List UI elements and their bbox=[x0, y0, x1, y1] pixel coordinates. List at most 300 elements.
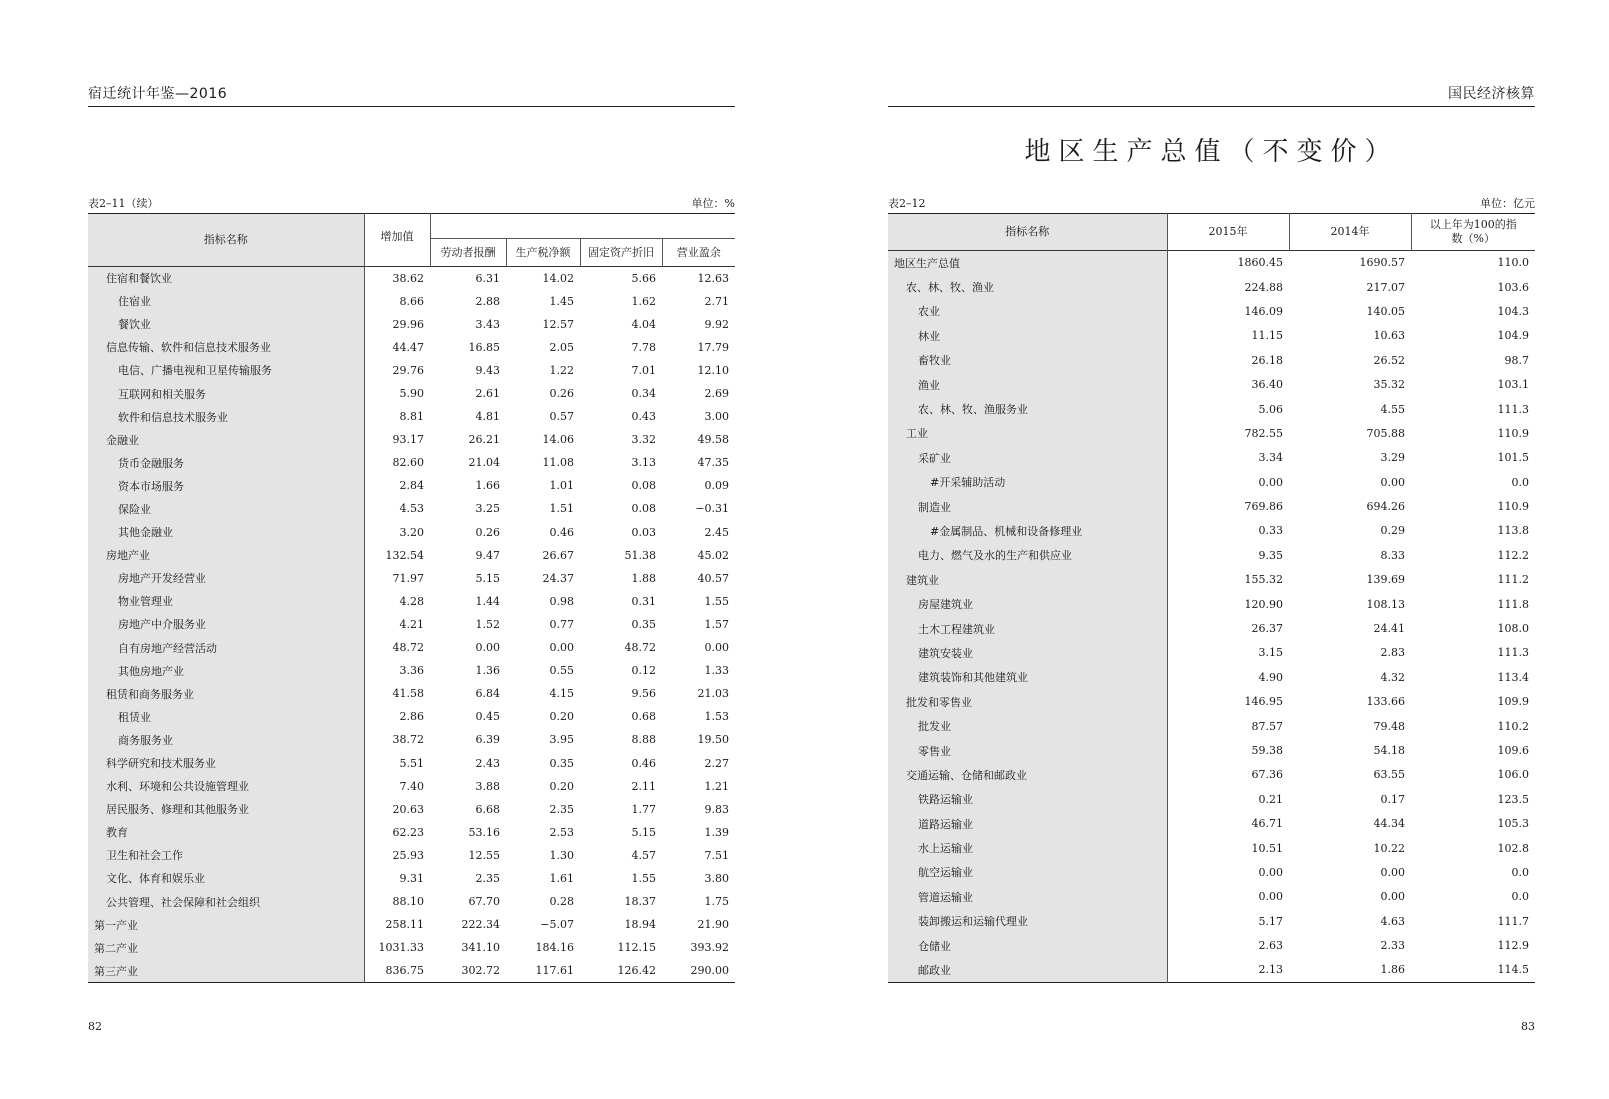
table-row bbox=[88, 959, 735, 982]
cell-value: 35.32 bbox=[1373, 378, 1405, 392]
cell-value: 0.45 bbox=[475, 710, 500, 724]
row-label: 物业管理业 bbox=[88, 590, 364, 613]
cell-value: 140.05 bbox=[1366, 304, 1405, 318]
cell-value: 18.94 bbox=[624, 918, 656, 932]
cell-value: 2.43 bbox=[475, 756, 500, 770]
cell-value: 0.26 bbox=[475, 525, 500, 539]
cell-value: 108.13 bbox=[1366, 597, 1405, 611]
row-label: 道路运输业 bbox=[888, 811, 1167, 835]
table-row bbox=[88, 336, 735, 359]
cell-value: 1.57 bbox=[704, 617, 729, 631]
cell-value: 109.9 bbox=[1497, 695, 1529, 709]
cell-value: 7.51 bbox=[704, 848, 729, 862]
row-label: 电力、燃气及水的生产和供应业 bbox=[888, 543, 1167, 567]
cell-value: 109.6 bbox=[1497, 744, 1529, 757]
cell-value: 38.62 bbox=[392, 271, 424, 285]
row-label: 农业 bbox=[888, 299, 1167, 323]
cell-value: 5.17 bbox=[1258, 914, 1283, 928]
cell-value: 302.72 bbox=[461, 964, 500, 978]
table-row bbox=[88, 313, 735, 336]
cell-value: 47.35 bbox=[697, 456, 729, 470]
cell-value: 20.63 bbox=[392, 802, 424, 816]
cell-value: 36.40 bbox=[1251, 378, 1283, 392]
cell-value: 112.15 bbox=[617, 941, 656, 955]
table-row bbox=[888, 763, 1535, 787]
table-row bbox=[88, 751, 735, 774]
row-label: 邮政业 bbox=[888, 958, 1167, 982]
cell-value: 0.35 bbox=[549, 756, 574, 770]
table-row bbox=[888, 958, 1535, 982]
cell-value: 0.00 bbox=[549, 641, 574, 655]
cell-value: 224.88 bbox=[1244, 280, 1283, 294]
cell-value: 79.48 bbox=[1373, 719, 1405, 733]
cell-value: 3.32 bbox=[631, 433, 656, 447]
cell-value: 48.72 bbox=[624, 641, 656, 655]
row-label: 第一产业 bbox=[88, 913, 364, 936]
row-label: 互联网和相关服务 bbox=[88, 382, 364, 405]
cell-value: 0.46 bbox=[549, 525, 574, 539]
cell-value: 26.67 bbox=[542, 548, 574, 562]
cell-value: 9.47 bbox=[475, 548, 500, 562]
table-row bbox=[888, 836, 1535, 860]
cell-value: 769.86 bbox=[1244, 500, 1283, 514]
cell-value: 5.06 bbox=[1258, 402, 1283, 416]
cell-value: 9.31 bbox=[399, 871, 424, 885]
cell-value: 2.83 bbox=[1380, 646, 1405, 660]
cell-value: 2.71 bbox=[704, 294, 729, 308]
cell-value: 5.66 bbox=[631, 271, 656, 285]
table-caption-right bbox=[888, 196, 1535, 212]
table-row bbox=[88, 590, 735, 613]
table-row bbox=[88, 890, 735, 913]
table-row bbox=[88, 821, 735, 844]
cell-value: 2.53 bbox=[549, 825, 574, 839]
table-row bbox=[888, 641, 1535, 665]
cell-value: 4.15 bbox=[549, 687, 574, 701]
cell-value: 45.02 bbox=[697, 548, 729, 562]
cell-value: 9.35 bbox=[1258, 548, 1283, 562]
cell-value: 104.9 bbox=[1497, 329, 1529, 343]
cell-value: 112.9 bbox=[1497, 939, 1529, 953]
cell-value: 11.15 bbox=[1251, 329, 1283, 343]
cell-value: 4.53 bbox=[399, 502, 424, 516]
cell-value: 1.53 bbox=[704, 710, 729, 724]
cell-value: 82.60 bbox=[392, 456, 424, 470]
cell-value: 98.7 bbox=[1504, 353, 1529, 367]
cell-value: 0.57 bbox=[549, 410, 574, 424]
row-label: 建筑安装业 bbox=[888, 641, 1167, 665]
cell-value: 1.36 bbox=[475, 664, 500, 678]
cell-value: 290.00 bbox=[690, 964, 729, 978]
table-row bbox=[888, 690, 1535, 714]
table-row bbox=[88, 867, 735, 890]
cell-value: 111.7 bbox=[1497, 914, 1529, 928]
cell-value: 0.08 bbox=[631, 479, 656, 493]
table-row bbox=[888, 592, 1535, 616]
row-label: 批发和零售业 bbox=[888, 690, 1167, 714]
table-row bbox=[88, 705, 735, 728]
cell-value: 11.08 bbox=[542, 456, 574, 470]
cell-value: 5.90 bbox=[399, 387, 424, 401]
cell-value: 104.3 bbox=[1497, 304, 1529, 318]
cell-value: 1.75 bbox=[704, 895, 729, 909]
cell-value: 14.02 bbox=[542, 271, 574, 285]
table-row bbox=[888, 275, 1535, 299]
header-col: 2015年 bbox=[1167, 214, 1289, 251]
table-row bbox=[888, 421, 1535, 445]
row-label: 建筑装饰和其他建筑业 bbox=[888, 665, 1167, 689]
cell-value: 12.63 bbox=[697, 271, 729, 285]
cell-value: 3.00 bbox=[704, 410, 729, 424]
cell-value: 2.13 bbox=[1258, 963, 1283, 977]
cell-value: 0.98 bbox=[549, 594, 574, 608]
cell-value: 5.15 bbox=[631, 825, 656, 839]
table-row bbox=[88, 775, 735, 798]
row-label: 土木工程建筑业 bbox=[888, 616, 1167, 640]
cell-value: 108.0 bbox=[1497, 622, 1529, 636]
cell-value: 4.90 bbox=[1258, 670, 1283, 684]
row-label: 房地产中介服务业 bbox=[88, 613, 364, 636]
cell-value: 2.86 bbox=[399, 710, 424, 724]
cell-value: 146.09 bbox=[1244, 304, 1283, 318]
cell-value: 4.57 bbox=[631, 848, 656, 862]
row-label: 餐饮业 bbox=[88, 313, 364, 336]
cell-value: 0.00 bbox=[1258, 865, 1283, 879]
table-row bbox=[88, 521, 735, 544]
cell-value: 110.0 bbox=[1497, 256, 1529, 270]
cell-value: 1.77 bbox=[631, 802, 656, 816]
cell-value: 4.28 bbox=[399, 594, 424, 608]
table-unit: 单位：亿元 bbox=[1480, 197, 1535, 210]
row-label: 水上运输业 bbox=[888, 836, 1167, 860]
cell-value: 105.3 bbox=[1497, 817, 1529, 831]
cell-value: 111.3 bbox=[1497, 646, 1529, 660]
table-row bbox=[888, 470, 1535, 494]
cell-value: 4.55 bbox=[1380, 402, 1405, 416]
cell-value: 0.00 bbox=[1258, 475, 1283, 489]
header-subgroup bbox=[430, 214, 735, 239]
cell-value: 4.63 bbox=[1380, 914, 1405, 928]
cell-value: 9.56 bbox=[631, 687, 656, 701]
table-row bbox=[888, 616, 1535, 640]
cell-value: 59.38 bbox=[1251, 744, 1283, 757]
table-row bbox=[888, 251, 1535, 275]
cell-value: 51.38 bbox=[624, 548, 656, 562]
cell-value: 0.03 bbox=[631, 525, 656, 539]
cell-value: 0.26 bbox=[549, 387, 574, 401]
cell-value: 1.22 bbox=[549, 363, 574, 377]
cell-value: 10.22 bbox=[1373, 841, 1405, 855]
header-col: 固定资产折旧 bbox=[580, 239, 662, 267]
cell-value: 1.55 bbox=[631, 871, 656, 885]
row-label: 其他金融业 bbox=[88, 521, 364, 544]
row-label: 公共管理、社会保障和社会组织 bbox=[88, 890, 364, 913]
cell-value: 836.75 bbox=[385, 964, 424, 978]
table-row bbox=[888, 738, 1535, 762]
table-body bbox=[88, 267, 735, 983]
cell-value: 26.18 bbox=[1251, 353, 1283, 367]
table-row bbox=[888, 324, 1535, 348]
cell-value: 0.34 bbox=[631, 387, 656, 401]
cell-value: 3.25 bbox=[475, 502, 500, 516]
cell-value: 103.1 bbox=[1497, 378, 1529, 392]
cell-value: 29.76 bbox=[392, 363, 424, 377]
cell-value: 0.28 bbox=[549, 895, 574, 909]
cell-value: 0.35 bbox=[631, 617, 656, 631]
cell-value: −0.31 bbox=[695, 502, 729, 516]
page-title: 地区生产总值（不变价） bbox=[1024, 137, 1399, 167]
table-row bbox=[888, 494, 1535, 518]
cell-value: 19.50 bbox=[697, 733, 729, 747]
row-label: 林业 bbox=[888, 324, 1167, 348]
cell-value: 6.68 bbox=[475, 802, 500, 816]
cell-value: 10.51 bbox=[1251, 841, 1283, 855]
row-label: 交通运输、仓储和邮政业 bbox=[888, 763, 1167, 787]
cell-value: 54.18 bbox=[1373, 744, 1405, 757]
cell-value: 1.61 bbox=[549, 871, 574, 885]
header-col: 营业盈余 bbox=[662, 239, 735, 267]
cell-value: 1.01 bbox=[549, 479, 574, 493]
cell-value: 18.37 bbox=[624, 895, 656, 909]
row-label: 第三产业 bbox=[88, 959, 364, 982]
cell-value: 9.43 bbox=[475, 363, 500, 377]
row-label: #开采辅助活动 bbox=[888, 470, 1167, 494]
table-row bbox=[888, 348, 1535, 372]
cell-value: 155.32 bbox=[1244, 573, 1283, 587]
row-label: 房屋建筑业 bbox=[888, 592, 1167, 616]
cell-value: 5.15 bbox=[475, 571, 500, 585]
cell-value: 0.00 bbox=[1380, 865, 1405, 879]
cell-value: 14.06 bbox=[542, 433, 574, 447]
row-label: 房地产业 bbox=[88, 544, 364, 567]
cell-value: 0.0 bbox=[1511, 865, 1529, 879]
table-row bbox=[88, 913, 735, 936]
cell-value: 126.42 bbox=[617, 964, 656, 978]
table-row bbox=[88, 682, 735, 705]
row-label: 农、林、牧、渔业 bbox=[888, 275, 1167, 299]
cell-value: 0.20 bbox=[549, 710, 574, 724]
table-row bbox=[88, 359, 735, 382]
cell-value: 112.2 bbox=[1497, 548, 1529, 562]
cell-value: 3.34 bbox=[1258, 451, 1283, 465]
row-label: 渔业 bbox=[888, 372, 1167, 396]
cell-value: 2.45 bbox=[704, 525, 729, 539]
cell-value: 120.90 bbox=[1244, 597, 1283, 611]
cell-value: 9.92 bbox=[704, 317, 729, 331]
cell-value: 2.88 bbox=[475, 294, 500, 308]
cell-value: 12.55 bbox=[468, 848, 500, 862]
cell-value: 71.97 bbox=[392, 571, 424, 585]
cell-value: 3.88 bbox=[475, 779, 500, 793]
cell-value: 2.84 bbox=[399, 479, 424, 493]
row-label: 制造业 bbox=[888, 494, 1167, 518]
cell-value: 53.16 bbox=[468, 825, 500, 839]
cell-value: 1.44 bbox=[475, 594, 500, 608]
cell-value: 0.17 bbox=[1380, 792, 1405, 806]
cell-value: 0.43 bbox=[631, 410, 656, 424]
table-row bbox=[888, 909, 1535, 933]
cell-value: 2.05 bbox=[549, 340, 574, 354]
row-label: #金属制品、机械和设备修理业 bbox=[888, 519, 1167, 543]
cell-value: 3.13 bbox=[631, 456, 656, 470]
table-row bbox=[888, 787, 1535, 811]
cell-value: 1860.45 bbox=[1237, 256, 1283, 270]
gdp-constant-price-table bbox=[888, 213, 1535, 983]
row-label: 软件和信息技术服务业 bbox=[88, 405, 364, 428]
cell-value: 0.29 bbox=[1380, 524, 1405, 538]
cell-value: 44.47 bbox=[392, 340, 424, 354]
cell-value: 3.29 bbox=[1380, 451, 1405, 465]
cell-value: 12.57 bbox=[542, 317, 574, 331]
table-row bbox=[88, 428, 735, 451]
cell-value: 24.41 bbox=[1373, 622, 1405, 636]
cell-value: 0.21 bbox=[1258, 792, 1283, 806]
cell-value: 16.85 bbox=[468, 340, 500, 354]
cell-value: 49.58 bbox=[697, 433, 729, 447]
table-row bbox=[888, 397, 1535, 421]
table-row bbox=[88, 497, 735, 520]
row-label: 农、林、牧、渔服务业 bbox=[888, 397, 1167, 421]
cell-value: 0.08 bbox=[631, 502, 656, 516]
table-row bbox=[888, 885, 1535, 909]
cell-value: 26.37 bbox=[1251, 622, 1283, 636]
cell-value: 113.4 bbox=[1497, 670, 1529, 684]
table-row bbox=[888, 933, 1535, 957]
cell-value: 9.83 bbox=[704, 802, 729, 816]
cell-value: 1.33 bbox=[704, 664, 729, 678]
cell-value: 1.52 bbox=[475, 617, 500, 631]
cell-value: 1.55 bbox=[704, 594, 729, 608]
cell-value: 2.69 bbox=[704, 387, 729, 401]
cell-value: 222.34 bbox=[461, 918, 500, 932]
table-row bbox=[88, 405, 735, 428]
row-label: 畜牧业 bbox=[888, 348, 1167, 372]
cell-value: 1.51 bbox=[549, 502, 574, 516]
table-row bbox=[88, 382, 735, 405]
cell-value: 62.23 bbox=[392, 825, 424, 839]
cell-value: 8.88 bbox=[631, 733, 656, 747]
table-number: 表2–12 bbox=[888, 197, 926, 210]
row-label: 教育 bbox=[88, 821, 364, 844]
cell-value: 21.90 bbox=[697, 918, 729, 932]
gdp-income-table bbox=[88, 213, 735, 983]
cell-value: 41.58 bbox=[392, 687, 424, 701]
row-label: 零售业 bbox=[888, 738, 1167, 762]
cell-value: 6.84 bbox=[475, 687, 500, 701]
cell-value: 5.51 bbox=[399, 756, 424, 770]
row-label: 住宿业 bbox=[88, 290, 364, 313]
header-col: 2014年 bbox=[1289, 214, 1411, 251]
cell-value: 2.35 bbox=[475, 871, 500, 885]
cell-value: 0.00 bbox=[475, 641, 500, 655]
row-label: 批发业 bbox=[888, 714, 1167, 738]
cell-value: 110.2 bbox=[1497, 719, 1529, 733]
row-label: 水利、环境和公共设施管理业 bbox=[88, 775, 364, 798]
table-row bbox=[888, 665, 1535, 689]
table-row bbox=[888, 543, 1535, 567]
row-label: 工业 bbox=[888, 421, 1167, 445]
row-label: 装卸搬运和运输代理业 bbox=[888, 909, 1167, 933]
cell-value: 110.9 bbox=[1497, 500, 1529, 514]
cell-value: 8.81 bbox=[399, 410, 424, 424]
row-label: 信息传输、软件和信息技术服务业 bbox=[88, 336, 364, 359]
cell-value: 0.77 bbox=[549, 617, 574, 631]
cell-value: 132.54 bbox=[385, 548, 424, 562]
page-number-left: 82 bbox=[88, 1020, 102, 1033]
cell-value: 0.09 bbox=[704, 479, 729, 493]
row-label: 地区生产总值 bbox=[888, 251, 1167, 275]
cell-value: 0.00 bbox=[1380, 890, 1405, 904]
table-unit: 单位：% bbox=[691, 197, 735, 210]
table-row bbox=[88, 936, 735, 959]
row-label: 卫生和社会工作 bbox=[88, 844, 364, 867]
header-value-added: 增加值 bbox=[364, 214, 430, 267]
cell-value: 12.10 bbox=[697, 363, 729, 377]
table-row bbox=[888, 372, 1535, 396]
cell-value: 10.63 bbox=[1373, 329, 1405, 343]
cell-value: 258.11 bbox=[385, 918, 424, 932]
cell-value: 48.72 bbox=[392, 641, 424, 655]
cell-value: 0.00 bbox=[1380, 475, 1405, 489]
cell-value: 133.66 bbox=[1366, 695, 1405, 709]
table-row bbox=[888, 446, 1535, 470]
cell-value: 114.5 bbox=[1497, 963, 1529, 977]
cell-value: 88.10 bbox=[392, 895, 424, 909]
cell-value: 123.5 bbox=[1497, 792, 1529, 806]
table-row bbox=[88, 544, 735, 567]
cell-value: 2.33 bbox=[1380, 939, 1405, 953]
header-col: 以上年为100的指数（%） bbox=[1411, 214, 1535, 251]
cell-value: 17.79 bbox=[697, 340, 729, 354]
cell-value: 111.2 bbox=[1497, 573, 1529, 587]
cell-value: 46.71 bbox=[1251, 817, 1283, 831]
cell-value: 6.31 bbox=[475, 271, 500, 285]
cell-value: −5.07 bbox=[540, 918, 574, 932]
cell-value: 0.0 bbox=[1511, 475, 1529, 489]
header-indicator-name: 指标名称 bbox=[88, 214, 364, 267]
cell-value: 101.5 bbox=[1497, 451, 1529, 465]
cell-value: 0.33 bbox=[1258, 524, 1283, 538]
cell-value: 4.04 bbox=[631, 317, 656, 331]
table-row bbox=[888, 568, 1535, 592]
cell-value: 217.07 bbox=[1366, 280, 1405, 294]
table-row bbox=[888, 714, 1535, 738]
table-row bbox=[88, 474, 735, 497]
table-row bbox=[88, 267, 735, 290]
right-page bbox=[888, 0, 1535, 1099]
cell-value: 26.52 bbox=[1373, 353, 1405, 367]
cell-value: 113.8 bbox=[1497, 524, 1529, 538]
cell-value: 110.9 bbox=[1497, 426, 1529, 440]
table-row bbox=[888, 811, 1535, 835]
cell-value: 21.03 bbox=[697, 687, 729, 701]
cell-value: 2.27 bbox=[704, 756, 729, 770]
table-row bbox=[88, 567, 735, 590]
cell-value: 1.62 bbox=[631, 294, 656, 308]
table-row bbox=[88, 613, 735, 636]
table-row bbox=[88, 636, 735, 659]
row-label: 租赁业 bbox=[88, 705, 364, 728]
cell-value: 1.88 bbox=[631, 571, 656, 585]
cell-value: 4.81 bbox=[475, 410, 500, 424]
cell-value: 0.12 bbox=[631, 664, 656, 678]
cell-value: 87.57 bbox=[1251, 719, 1283, 733]
cell-value: 2.63 bbox=[1258, 939, 1283, 953]
table-row bbox=[88, 728, 735, 751]
row-label: 管道运输业 bbox=[888, 885, 1167, 909]
cell-value: 694.26 bbox=[1366, 500, 1405, 514]
cell-value: 2.11 bbox=[631, 779, 656, 793]
